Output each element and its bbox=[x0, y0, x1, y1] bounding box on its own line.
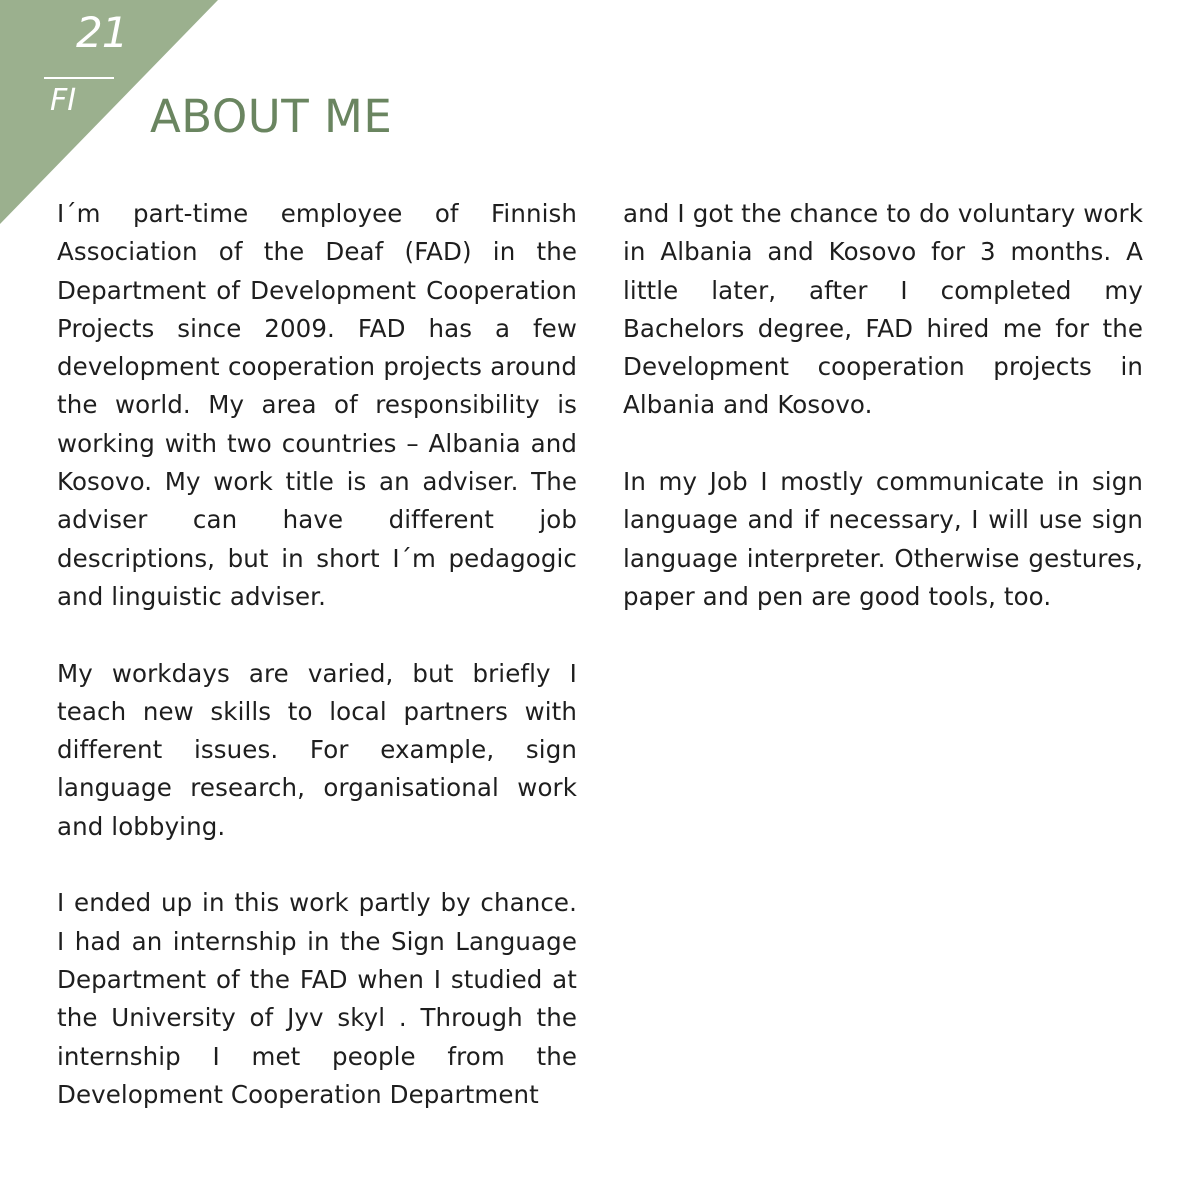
left-text-column bbox=[57, 195, 577, 1152]
page-title: ABOUT ME bbox=[150, 90, 393, 143]
right-text-column bbox=[623, 195, 1143, 655]
paragraph: I ended up in this work partly by chance. I had an internship in the Sign Language Department of the FAD when I studied at the University of Jyv skyl . Through the internship I met people from the Development Cooperation Department bbox=[57, 888, 577, 1109]
paragraph: My workdays are varied, but briefly I teach new skills to local partners with different issues. For example, sign language research, organisational work and lobbying. bbox=[57, 658, 577, 841]
page-number-divider bbox=[44, 77, 114, 79]
paragraph: In my Job I mostly communicate in sign language and if necessary, I will use sign language interpreter. Otherwise gestures, paper and pen are good tools, too. bbox=[623, 467, 1143, 611]
paragraph: I´m part-time employee of Finnish Association of the Deaf (FAD) in the Department of Development Cooperation Projects since 2009. FAD has a few development cooperation projects around the world. My area of responsibility is working with two countries – Albania and Kosovo. My work title is an adviser. The adviser can have different job descriptions, but in short I´m pedagogic and linguistic adviser. bbox=[57, 199, 577, 611]
page-number: 21 bbox=[76, 8, 128, 57]
paragraph: and I got the chance to do voluntary work in Albania and Kosovo for 3 months. A little later, after I completed my Bachelors degree, FAD hired me for the Development cooperation projects in Albania and Kosovo. bbox=[623, 199, 1143, 420]
country-code: FI bbox=[50, 83, 77, 118]
